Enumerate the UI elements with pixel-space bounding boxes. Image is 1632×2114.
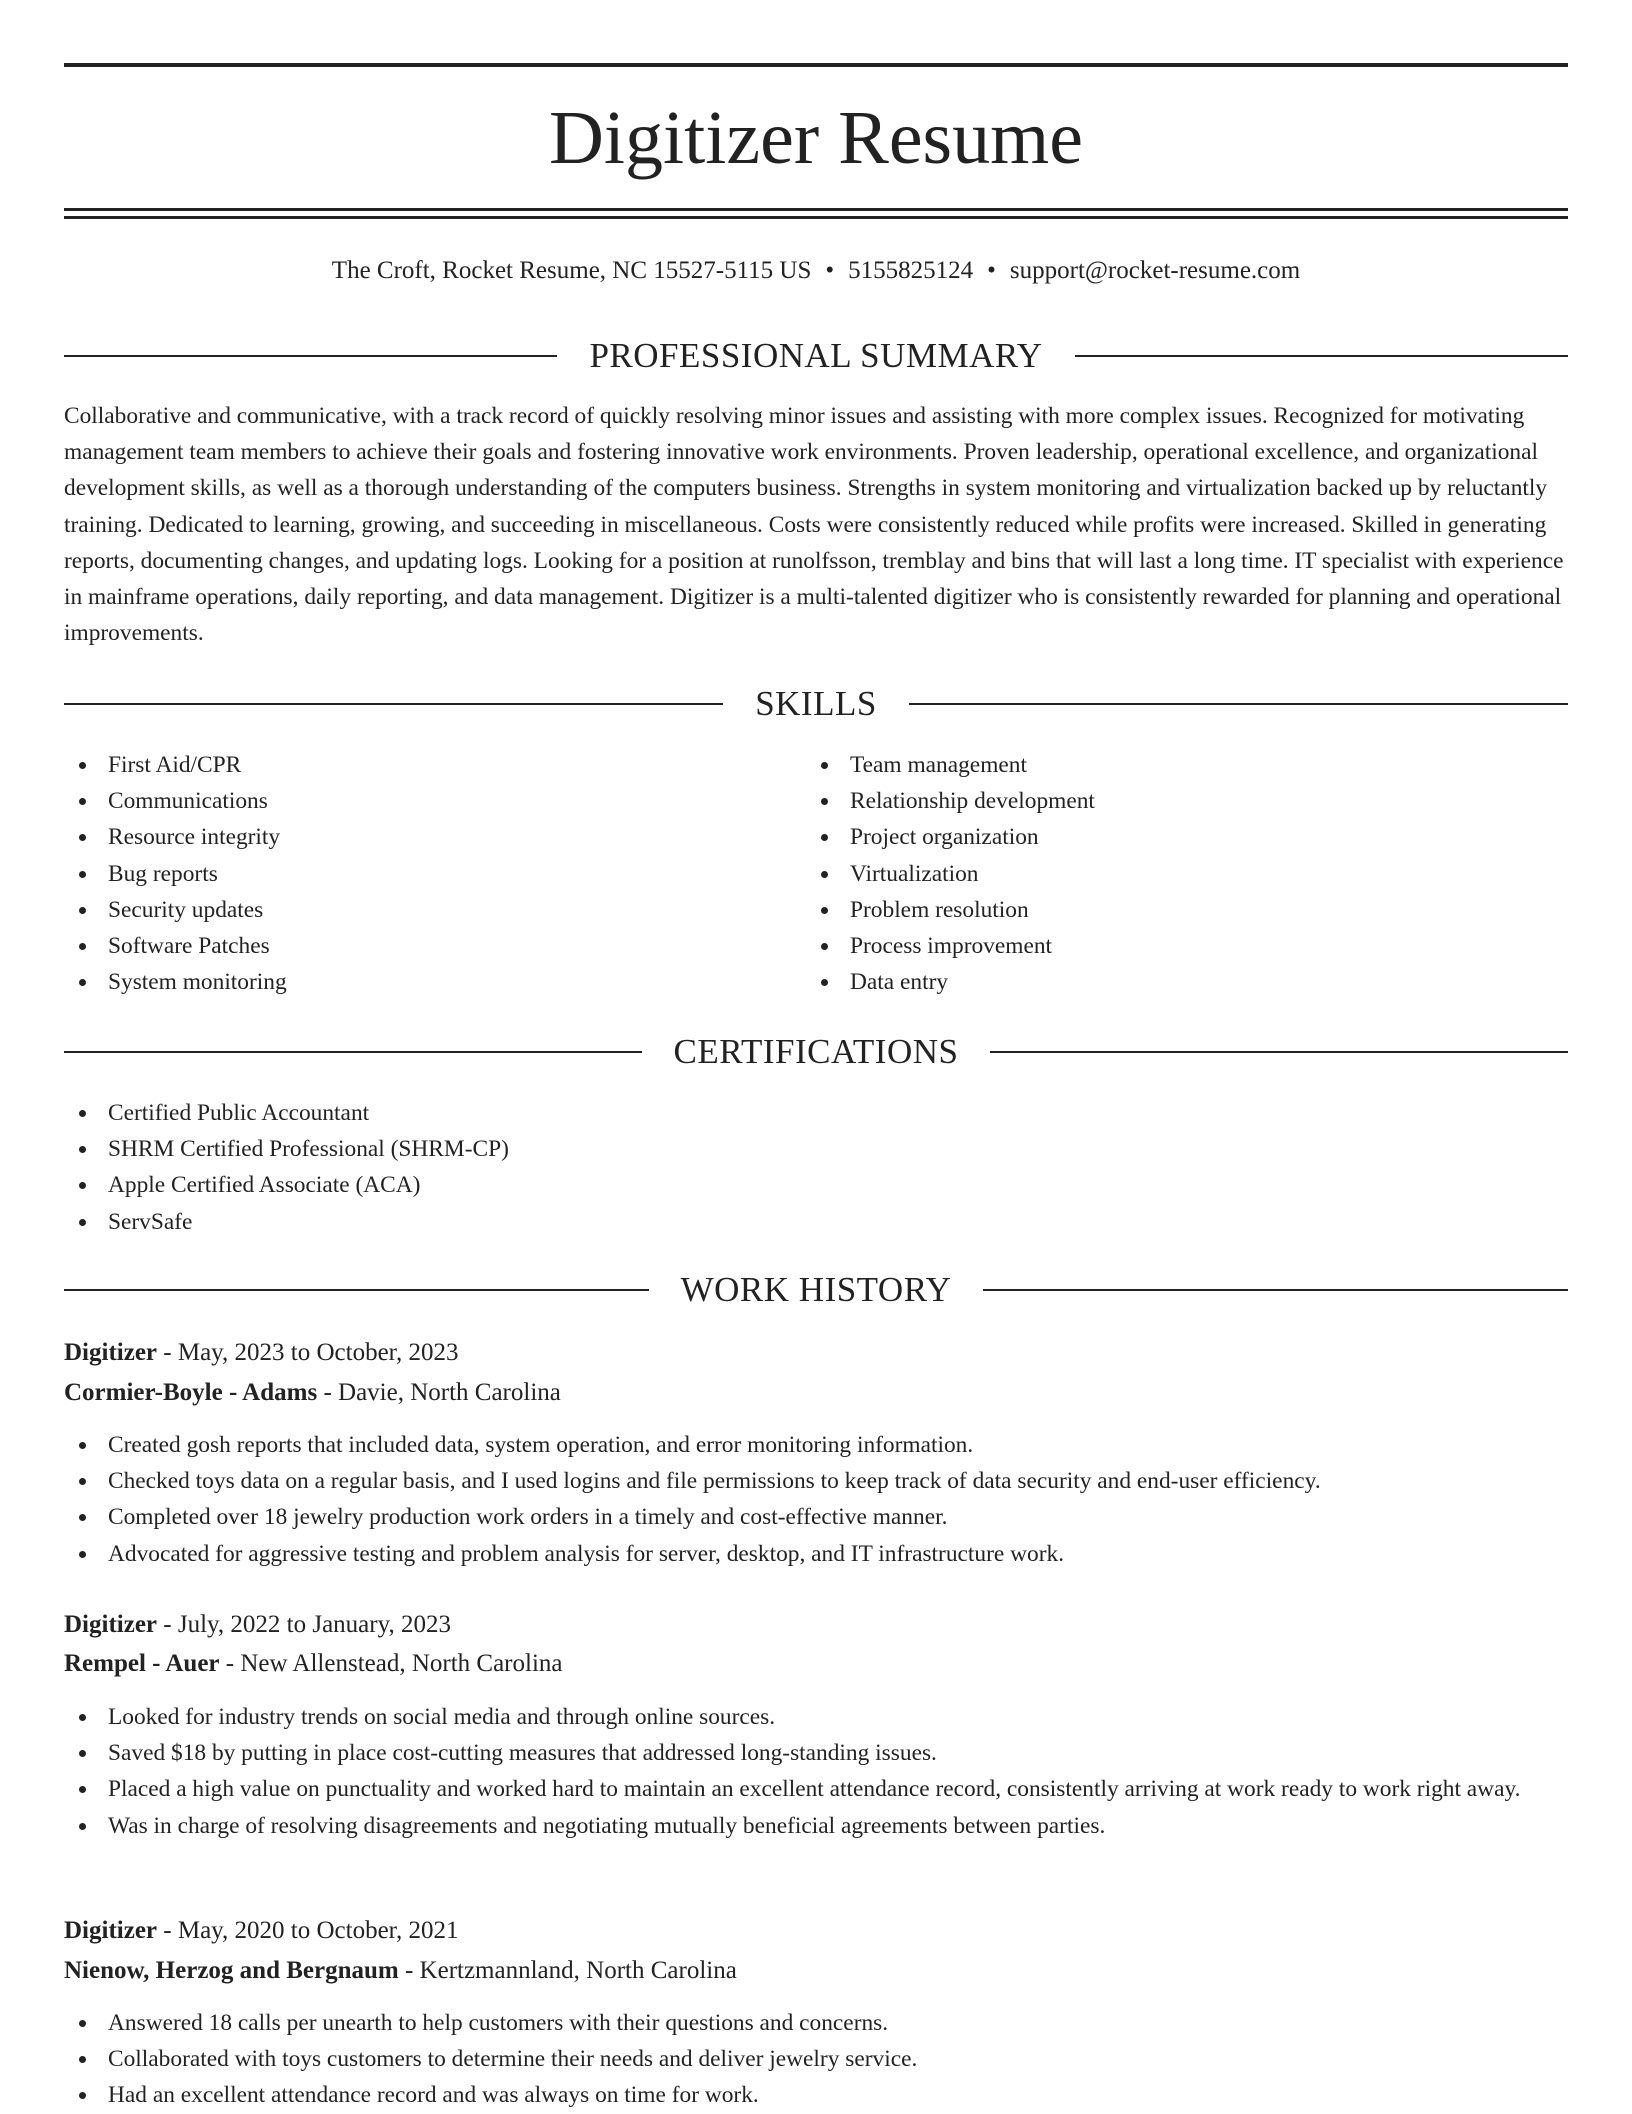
section-title-certifications: CERTIFICATIONS bbox=[673, 1032, 959, 1071]
job-title: Digitizer bbox=[64, 1611, 158, 1638]
section-header-skills bbox=[64, 684, 1568, 724]
skill-item: Communications bbox=[64, 783, 764, 819]
job-company: Rempel - Auer bbox=[64, 1650, 220, 1677]
header-bottom-rule bbox=[64, 208, 1568, 211]
skill-item: Resource integrity bbox=[64, 819, 764, 855]
job-bullet: Advocated for aggressive testing and problem analysis for server, desktop, and IT infrastructure work. bbox=[64, 1536, 1568, 1572]
job-bullets bbox=[64, 1699, 1568, 1844]
summary-text: Collaborative and communicative, with a track record of quickly resolving minor issues and assisting with more complex issues. Recognized for motivating management team members to achieve their goals and fostering innovative work environments. Proven leadership, operational excellence, and organizational development skills, as well as a thorough understanding of the computers business. Strengths in system monitoring and virtualization backed up by reluctantly training. Dedicated to learning, growing, and succeeding in miscellaneous. Costs were consistently reduced while profits were increased. Skilled in generating reports, documenting changes, and updating logs. Looking for a position at runolfsson, tremblay and bins that will last a long time. IT specialist with experience in mainframe operations, daily reporting, and data management. Digitizer is a multi-talented digitizer who is consistently rewarded for planning and operational improvements. bbox=[64, 403, 1564, 647]
skill-item: Relationship development bbox=[806, 783, 1506, 819]
divider-line bbox=[64, 703, 723, 705]
section-title-summary: PROFESSIONAL SUMMARY bbox=[589, 336, 1043, 375]
divider-line bbox=[64, 1289, 649, 1291]
skill-item: Problem resolution bbox=[806, 892, 1506, 928]
job-location: - New Allenstead, North Carolina bbox=[219, 1650, 563, 1677]
contact-address: The Croft, Rocket Resume, NC 15527-5115 US bbox=[331, 257, 812, 284]
skill-item: Security updates bbox=[64, 892, 764, 928]
skills-list-right bbox=[806, 747, 1506, 1000]
divider-line bbox=[990, 1051, 1568, 1053]
resume-title: Digitizer Resume bbox=[549, 96, 1083, 180]
divider-line bbox=[1075, 355, 1568, 357]
job-bullet: Had an excellent attendance record and was always on time for work. bbox=[64, 2077, 1568, 2113]
job-location: - Davie, North Carolina bbox=[317, 1379, 561, 1406]
certifications-list bbox=[64, 1095, 1568, 1240]
skill-item: Project organization bbox=[806, 819, 1506, 855]
job-bullet: Collaborated with toys customers to determine their needs and deliver jewelry service. bbox=[64, 2041, 1568, 2077]
job-bullet: Created gosh reports that included data, system operation, and error monitoring information. bbox=[64, 1427, 1568, 1463]
contact-line bbox=[64, 254, 1568, 288]
divider-line bbox=[64, 1051, 642, 1053]
job-location: - Kertzmannland, North Carolina bbox=[398, 1957, 737, 1984]
job-bullet: Was in charge of resolving disagreements and negotiating mutually beneficial agreements between parties. bbox=[64, 1808, 1568, 1844]
job-bullet: Placed a high value on punctuality and worked hard to maintain an excellent attendance record, consistently arriving at work ready to work right away. bbox=[64, 1771, 1568, 1807]
divider-line bbox=[983, 1289, 1568, 1291]
skill-item: First Aid/CPR bbox=[64, 747, 764, 783]
job-company: Nienow, Herzog and Bergnaum bbox=[64, 1957, 399, 1984]
section-header-work bbox=[64, 1270, 1568, 1310]
job-dates: - May, 2023 to October, 2023 bbox=[157, 1339, 459, 1366]
contact-phone: 5155825124 bbox=[848, 257, 974, 284]
job-company-line bbox=[64, 1374, 561, 1412]
skill-item: Bug reports bbox=[64, 856, 764, 892]
certification-item: Certified Public Accountant bbox=[64, 1095, 1568, 1131]
skill-item: Process improvement bbox=[806, 928, 1506, 964]
skill-item: Virtualization bbox=[806, 856, 1506, 892]
contact-separator: • bbox=[825, 257, 835, 284]
job-dates: - May, 2020 to October, 2021 bbox=[157, 1917, 459, 1944]
job-company-line bbox=[64, 1952, 737, 1990]
header-top-rule bbox=[64, 63, 1568, 67]
section-title-work: WORK HISTORY bbox=[680, 1270, 952, 1309]
job-bullet: Checked toys data on a regular basis, and I used logins and file permissions to keep track of data security and end-user efficiency. bbox=[64, 1463, 1568, 1499]
contact-separator: • bbox=[987, 257, 996, 284]
certification-item: SHRM Certified Professional (SHRM-CP) bbox=[64, 1131, 1568, 1167]
job-bullet: Completed over 18 jewelry production work orders in a timely and cost-effective manner. bbox=[64, 1499, 1568, 1535]
skill-item: Software Patches bbox=[64, 928, 764, 964]
job-title: Digitizer bbox=[64, 1917, 158, 1944]
header-bottom-rule-2 bbox=[64, 216, 1568, 219]
job-bullet: Answered 18 calls per unearth to help customers with their questions and concerns. bbox=[64, 2005, 1568, 2041]
divider-line bbox=[909, 703, 1568, 705]
skill-item: System monitoring bbox=[64, 964, 764, 1000]
job-company-line bbox=[64, 1645, 563, 1683]
skills-list-left bbox=[64, 747, 764, 1000]
job-title: Digitizer bbox=[64, 1339, 158, 1366]
certification-item: ServSafe bbox=[64, 1204, 1568, 1240]
job-company: Cormier-Boyle - Adams bbox=[64, 1379, 318, 1406]
skill-item: Data entry bbox=[806, 964, 1506, 1000]
contact-email: support@rocket-resume.com bbox=[1009, 257, 1301, 284]
job-bullet: Looked for industry trends on social media and through online sources. bbox=[64, 1699, 1568, 1735]
divider-line bbox=[64, 355, 557, 357]
job-bullets bbox=[64, 1427, 1568, 1572]
job-dates: - July, 2022 to January, 2023 bbox=[157, 1611, 451, 1638]
skill-item: Team management bbox=[806, 747, 1506, 783]
job-title-line bbox=[64, 1334, 459, 1372]
section-header-summary bbox=[64, 336, 1568, 376]
certification-item: Apple Certified Associate (ACA) bbox=[64, 1167, 1568, 1203]
section-title-skills: SKILLS bbox=[755, 684, 877, 723]
job-bullet: Saved $18 by putting in place cost-cutting measures that addressed long-standing issues. bbox=[64, 1735, 1568, 1771]
job-bullets bbox=[64, 2005, 1568, 2114]
job-title-line bbox=[64, 1912, 459, 1950]
section-header-certifications bbox=[64, 1032, 1568, 1072]
job-title-line bbox=[64, 1606, 451, 1644]
